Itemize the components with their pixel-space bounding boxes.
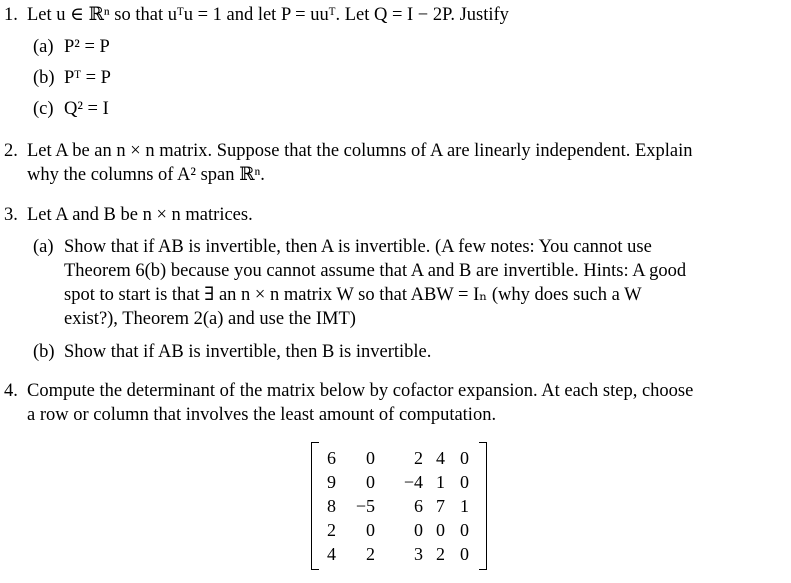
determinant-matrix xyxy=(311,442,487,570)
matrix-cell: 0 xyxy=(436,520,445,540)
problem-1a-label: (a) xyxy=(33,37,54,57)
matrix-cell: 8 xyxy=(327,496,336,516)
matrix-right-bracket xyxy=(479,442,487,570)
problem-3b-label: (b) xyxy=(33,342,55,362)
problem-2-line-1: Let A be an n × n matrix. Suppose that the columns of A are linearly independent. Explain xyxy=(27,141,693,161)
problem-4-line-1: Compute the determinant of the matrix below by cofactor expansion. At each step, choose xyxy=(27,381,694,401)
matrix-cell: −4 xyxy=(403,472,423,492)
problem-1b-label: (b) xyxy=(33,68,55,88)
matrix-cell: 4 xyxy=(327,544,336,564)
matrix-cell: 2 xyxy=(366,544,375,564)
problem-1-text: Let u ∈ ℝⁿ so that uᵀu = 1 and let P = uuᵀ. Let Q = I − 2P. Justify xyxy=(27,5,509,25)
matrix-cell: 2 xyxy=(327,520,336,540)
matrix-cell: 0 xyxy=(414,520,423,540)
problem-3b-text: Show that if AB is invertible, then B is invertible. xyxy=(64,342,432,362)
matrix-cell: 0 xyxy=(366,448,375,468)
matrix-cell: 1 xyxy=(436,472,445,492)
problem-1-number: 1. xyxy=(4,5,18,25)
matrix-cell: 0 xyxy=(460,520,469,540)
problem-3-text: Let A and B be n × n matrices. xyxy=(27,205,253,225)
problem-1b-text: Pᵀ = P xyxy=(64,68,111,88)
problem-1c-label: (c) xyxy=(33,99,54,119)
problem-3a-line-2: Theorem 6(b) because you cannot assume that A and B are invertible. Hints: A good xyxy=(64,261,687,281)
matrix-cell: 6 xyxy=(414,496,423,516)
matrix-cell: 9 xyxy=(327,472,336,492)
problem-1c-text: Q² = I xyxy=(64,99,109,119)
matrix-cell: 2 xyxy=(414,448,423,468)
problem-4-number: 4. xyxy=(4,381,18,401)
matrix-cell: 1 xyxy=(460,496,469,516)
problem-4-line-2: a row or column that involves the least amount of computation. xyxy=(27,405,497,425)
matrix-cell: 0 xyxy=(460,472,469,492)
matrix-cell: 3 xyxy=(414,544,423,564)
problem-3-number: 3. xyxy=(4,205,18,225)
matrix-cell: 4 xyxy=(436,448,445,468)
problem-3a-line-3: spot to start is that ∃ an n × n matrix W so that ABW = Iₙ (why does such a W xyxy=(64,285,642,305)
problem-2-line-2: why the columns of A² span ℝⁿ. xyxy=(27,165,265,185)
problem-2-number: 2. xyxy=(4,141,18,161)
matrix-cell: 0 xyxy=(366,472,375,492)
matrix-cell: 0 xyxy=(460,448,469,468)
problem-1a-text: P² = P xyxy=(64,37,110,57)
matrix-cell: 6 xyxy=(327,448,336,468)
matrix-cell: 2 xyxy=(436,544,445,564)
matrix-cell: 7 xyxy=(436,496,445,516)
problem-3a-line-1: Show that if AB is invertible, then A is invertible. (A few notes: You cannot use xyxy=(64,237,652,257)
problem-3a-label: (a) xyxy=(33,237,54,257)
matrix-cell: 0 xyxy=(366,520,375,540)
matrix-cell: −5 xyxy=(355,496,375,516)
problem-3a-line-4: exist?), Theorem 2(a) and use the IMT) xyxy=(64,309,356,329)
matrix-cell: 0 xyxy=(460,544,469,564)
